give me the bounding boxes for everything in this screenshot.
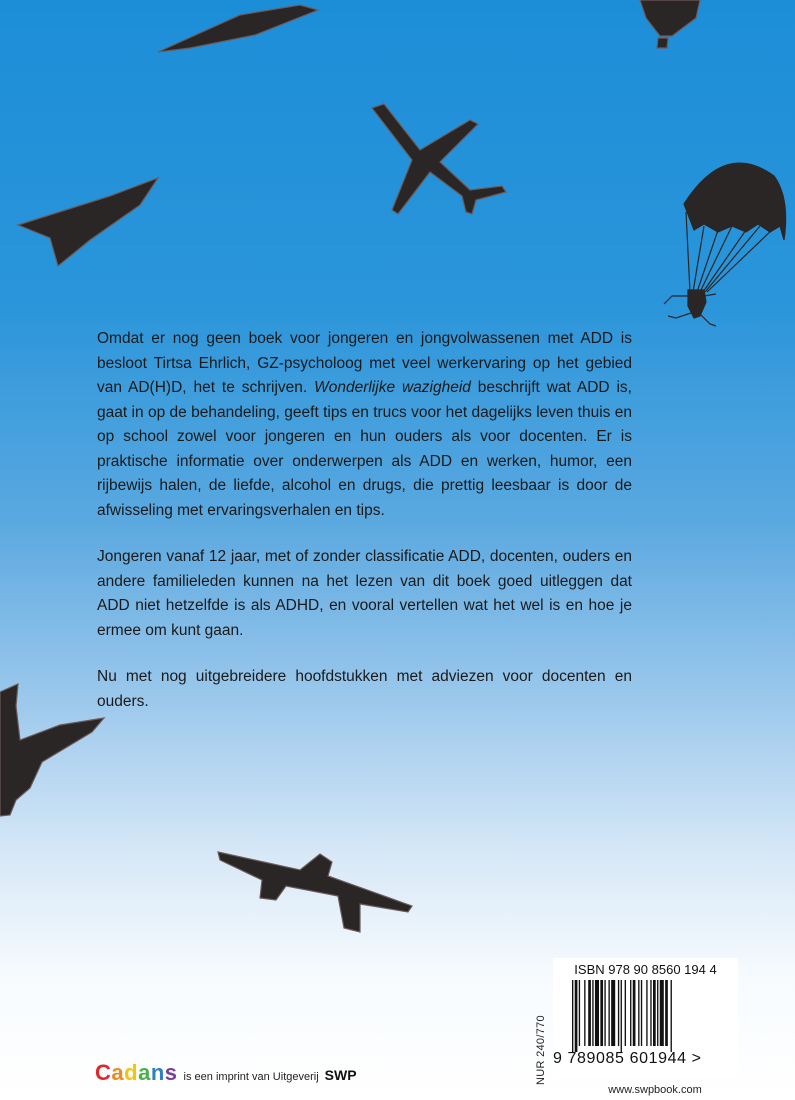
blurb-text xyxy=(97,327,632,736)
nur-code: NUR 240/770 xyxy=(535,1015,547,1085)
cadans-logo: Cadans xyxy=(95,1060,178,1085)
parachute-icon xyxy=(664,163,786,326)
imprint-line xyxy=(95,1060,357,1086)
airplane-icon xyxy=(372,104,506,214)
airplane-icon xyxy=(218,852,412,932)
swp-logo: SWP xyxy=(324,1067,357,1083)
isbn-barcode xyxy=(553,958,738,1078)
publisher-website: www.swpbook.com xyxy=(608,1084,702,1096)
paper-plane-icon xyxy=(18,178,158,266)
isbn-number: ISBN 978 90 8560 194 4 xyxy=(574,962,717,977)
book-title: Wonderlijke wazigheid xyxy=(314,379,471,396)
blurb-paragraph: Jongeren vanaf 12 jaar, met of zonder classificatie ADD, docenten, ouders en andere familieleden kunnen na het lezen van dit boek goed uitleggen dat ADD niet hetzelfde is als ADHD, en vooral vertellen wat het wel is en hoe je ermee om kunt gaan. xyxy=(97,548,632,639)
imprint-text: is een imprint van Uitgeverij xyxy=(183,1071,319,1083)
airplane-icon xyxy=(0,684,104,816)
ean-digits: 9 789085 601944 > xyxy=(553,1050,702,1067)
blurb-paragraph: Omdat er nog geen boek voor jongeren en jongvolwassenen met ADD is besloot Tirtsa Ehrlich, GZ-psycholoog met veel werkervaring op het gebied van AD(H)D, het te schrijven. Wonderlijke wazigheid beschrijft wat ADD is, gaat in op de behandeling, geeft tips en trucs voor het dagelijks leven thuis en op school zowel voor jongeren en hun ouders als voor docenten. Er is praktische informatie over onderwerpen als ADD en werken, humor, een rijbewijs halen, de liefde, alcohol en drugs, die prettig leesbaar is door de afwisseling met ervaringsverhalen en tips. xyxy=(97,330,632,519)
blurb-paragraph: Nu met nog uitgebreidere hoofdstukken met adviezen voor docenten en ouders. xyxy=(97,668,632,710)
balloon-icon xyxy=(640,0,700,48)
paper-plane-icon xyxy=(158,5,318,52)
barcode-bars xyxy=(572,980,722,1052)
